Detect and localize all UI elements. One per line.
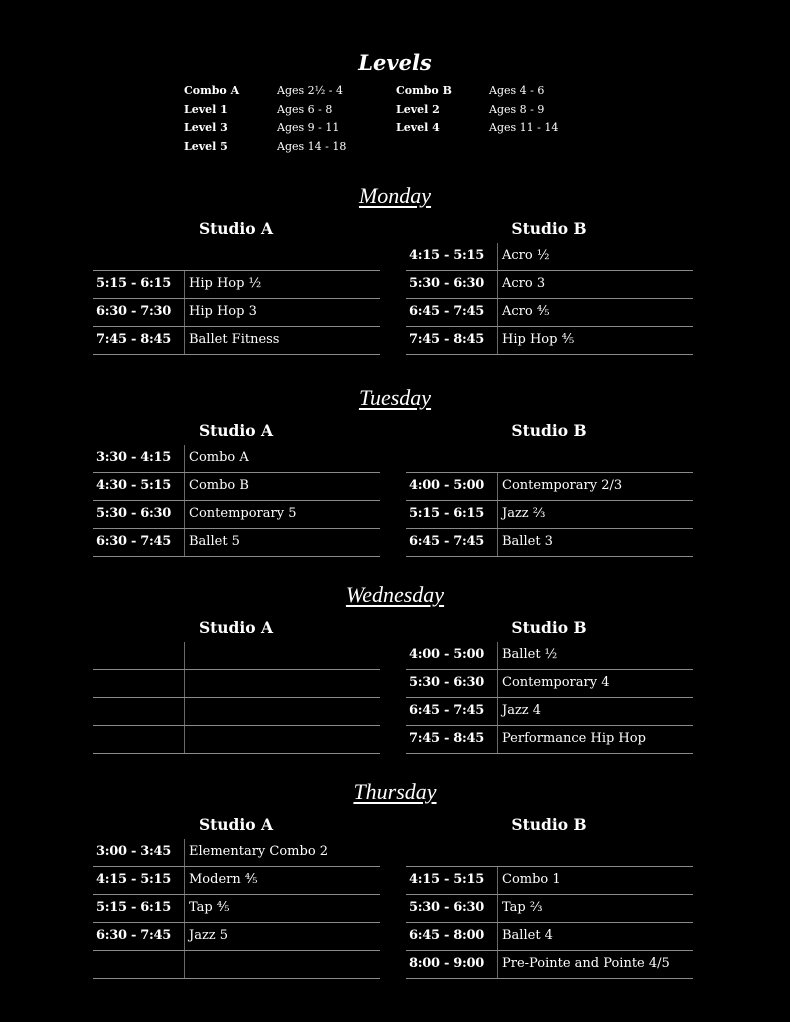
schedule-row (406, 501, 693, 529)
studio-a-heading: Studio A (198, 618, 274, 637)
schedule-row (406, 243, 693, 271)
class-name: Ballet 4 (502, 928, 553, 943)
class-time: 4:30 - 5:15 (96, 478, 172, 493)
class-name: Jazz ⅔ (502, 506, 546, 521)
day-title-tuesday: Tuesday (358, 385, 432, 410)
schedule-row (406, 839, 693, 867)
class-time: 4:15 - 5:15 (409, 872, 485, 887)
studio-a-heading: Studio A (198, 219, 274, 238)
schedule-row (406, 271, 693, 299)
class-time: 7:45 - 8:45 (96, 332, 172, 347)
column-divider (497, 501, 498, 528)
schedule-row (93, 642, 380, 670)
column-divider (184, 473, 185, 500)
column-divider (497, 698, 498, 725)
class-time: 6:30 - 7:45 (96, 928, 172, 943)
column-divider (184, 501, 185, 528)
schedule-row (406, 642, 693, 670)
column-divider (497, 271, 498, 298)
column-divider (497, 923, 498, 950)
class-time: 6:45 - 8:00 (409, 928, 485, 943)
class-name: Ballet 5 (189, 534, 240, 549)
class-time: 6:30 - 7:45 (96, 534, 172, 549)
class-name: Combo B (189, 478, 249, 493)
class-time: 3:00 - 3:45 (96, 844, 172, 859)
class-time: 5:30 - 6:30 (409, 900, 485, 915)
studio-b-heading: Studio B (511, 219, 587, 238)
class-name: Acro 3 (502, 276, 546, 291)
class-name: Elementary Combo 2 (189, 844, 329, 859)
class-name: Jazz 4 (502, 703, 542, 718)
column-divider (497, 243, 498, 270)
class-time: 4:15 - 5:15 (96, 872, 172, 887)
class-time: 7:45 - 8:45 (409, 731, 485, 746)
class-time: 4:00 - 5:00 (409, 647, 485, 662)
class-time: 8:00 - 9:00 (409, 956, 485, 971)
class-name: Ballet ½ (502, 647, 558, 662)
studio-a-schedule-table (93, 243, 380, 355)
studio-a-schedule-table (93, 445, 380, 557)
day-title-thursday: Thursday (353, 779, 437, 804)
schedule-row (93, 698, 380, 726)
column-divider (497, 867, 498, 894)
column-divider (497, 529, 498, 556)
class-name: Contemporary 5 (189, 506, 297, 521)
schedule-row (93, 895, 380, 923)
column-divider (497, 642, 498, 669)
schedule-row (93, 867, 380, 895)
class-time: 3:30 - 4:15 (96, 450, 172, 465)
schedule-row (406, 923, 693, 951)
column-divider (497, 951, 498, 978)
class-name: Combo A (189, 450, 249, 465)
studio-a-heading: Studio A (198, 815, 274, 834)
schedule-row (406, 867, 693, 895)
column-divider (184, 299, 185, 326)
schedule-row (93, 445, 380, 473)
studio-b-heading: Studio B (511, 421, 587, 440)
column-divider (497, 895, 498, 922)
class-name: Hip Hop 3 (189, 304, 257, 319)
schedule-row (406, 951, 693, 979)
class-name: Combo 1 (502, 872, 561, 887)
class-time: 4:15 - 5:15 (409, 248, 485, 263)
column-divider (497, 299, 498, 326)
class-name: Hip Hop ½ (189, 276, 262, 291)
studio-b-heading: Studio B (511, 618, 587, 637)
class-name: Tap ⅔ (502, 900, 543, 915)
schedule-row (93, 923, 380, 951)
column-divider (184, 271, 185, 298)
class-time: 5:30 - 6:30 (409, 276, 485, 291)
schedule-row (406, 299, 693, 327)
column-divider (184, 698, 185, 725)
class-name: Jazz 5 (189, 928, 229, 943)
schedule-row (93, 839, 380, 867)
schedule-row (406, 726, 693, 754)
class-name: Acro ⅘ (502, 304, 550, 319)
day-title-wednesday: Wednesday (345, 582, 445, 607)
class-name: Acro ½ (502, 248, 550, 263)
schedule-row (406, 473, 693, 501)
class-time: 6:45 - 7:45 (409, 534, 485, 549)
class-time: 5:15 - 6:15 (96, 276, 172, 291)
class-name: Hip Hop ⅘ (502, 332, 575, 347)
column-divider (497, 726, 498, 753)
class-time: 5:30 - 6:30 (96, 506, 172, 521)
studio-b-schedule-table (406, 642, 693, 754)
class-name: Pre-Pointe and Pointe 4/5 (502, 956, 670, 971)
class-time: 6:45 - 7:45 (409, 304, 485, 319)
schedule-row (93, 271, 380, 299)
column-divider (497, 670, 498, 697)
column-divider (184, 839, 185, 866)
studio-b-schedule-table (406, 839, 693, 979)
column-divider (497, 473, 498, 500)
schedule-row (406, 895, 693, 923)
schedule-row (93, 243, 380, 271)
column-divider (184, 670, 185, 697)
class-name: Performance Hip Hop (502, 731, 646, 746)
schedule-row (93, 501, 380, 529)
class-time: 5:30 - 6:30 (409, 675, 485, 690)
studio-a-heading: Studio A (198, 421, 274, 440)
column-divider (184, 867, 185, 894)
studio-b-schedule-table (406, 445, 693, 557)
class-name: Ballet Fitness (189, 332, 280, 347)
studio-a-schedule-table (93, 642, 380, 754)
class-name: Contemporary 4 (502, 675, 610, 690)
class-time: 4:00 - 5:00 (409, 478, 485, 493)
studio-b-schedule-table (406, 243, 693, 355)
studio-a-schedule-table (93, 839, 380, 979)
schedule-row (93, 299, 380, 327)
schedule-row (93, 670, 380, 698)
class-name: Modern ⅘ (189, 872, 258, 887)
class-time: 6:30 - 7:30 (96, 304, 172, 319)
schedule-row (406, 670, 693, 698)
column-divider (184, 445, 185, 472)
class-name: Ballet 3 (502, 534, 553, 549)
schedule-row (93, 951, 380, 979)
class-name: Contemporary 2/3 (502, 478, 623, 493)
column-divider (184, 529, 185, 556)
schedule-row (406, 445, 693, 473)
column-divider (184, 726, 185, 753)
schedule-row (93, 473, 380, 501)
class-time: 5:15 - 6:15 (409, 506, 485, 521)
class-name: Tap ⅘ (189, 900, 230, 915)
schedule-row (406, 327, 693, 355)
schedule-row (406, 698, 693, 726)
studio-b-heading: Studio B (511, 815, 587, 834)
schedule-row (93, 529, 380, 557)
class-time: 6:45 - 7:45 (409, 703, 485, 718)
levels-title: Levels (358, 50, 432, 75)
column-divider (497, 327, 498, 354)
schedule-row (93, 726, 380, 754)
schedule-row (406, 529, 693, 557)
column-divider (184, 327, 185, 354)
column-divider (184, 951, 185, 978)
column-divider (184, 923, 185, 950)
column-divider (184, 895, 185, 922)
class-time: 7:45 - 8:45 (409, 332, 485, 347)
class-time: 5:15 - 6:15 (96, 900, 172, 915)
day-title-monday: Monday (358, 183, 432, 208)
schedule-row (93, 327, 380, 355)
column-divider (184, 642, 185, 669)
